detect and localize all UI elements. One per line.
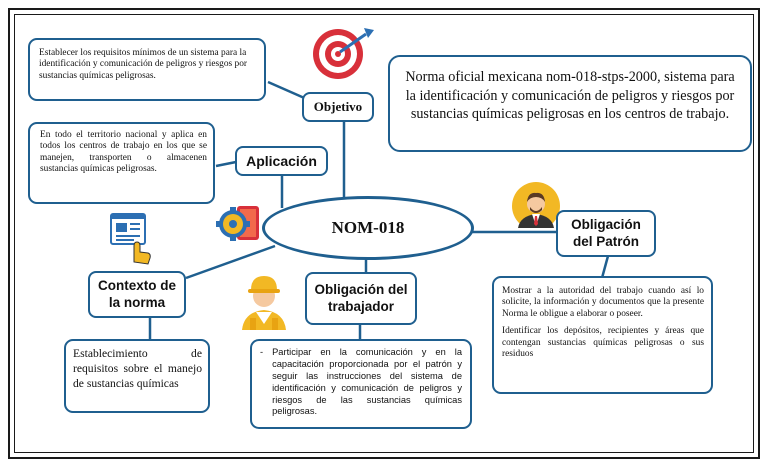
objetivo-label-text: Objetivo xyxy=(313,99,363,115)
line-patron-text xyxy=(602,256,608,278)
contexto-text-box xyxy=(64,339,210,413)
objetivo-text: Establecer los requisitos mínimos de un sistema para la identificación y comunicación de peligros y riesgos por sustancias químicas peligrosas. xyxy=(39,48,248,81)
center-node xyxy=(262,196,474,260)
header-box xyxy=(388,55,752,152)
trabajador-text-box xyxy=(250,339,472,429)
patron-text-2: Identificar los depósitos, recipientes y áreas que contengan sustancias químicas peligrosas o sus residuos xyxy=(502,326,704,360)
aplicacion-text-box xyxy=(28,122,215,204)
contexto-text: Establecimiento de requisitos sobre el manejo de sustancias químicas xyxy=(73,347,202,390)
patron-text-box xyxy=(492,276,713,394)
contexto-label-text: Contexto de la norma xyxy=(97,278,176,310)
aplicacion-label xyxy=(235,146,328,176)
patron-label-text: Obligación del Patrón xyxy=(571,217,641,249)
document-hand-icon xyxy=(108,210,154,266)
patron-label xyxy=(556,210,656,257)
header-text: Norma oficial mexicana nom-018-stps-2000, sistema para la identificación y comunicación de peligros y riesgos por sustancias químicas peligrosas en los centros de trabajo. xyxy=(405,69,735,123)
bullet-dash: - xyxy=(260,347,264,357)
patron-text-1: Mostrar a la autoridad del trabajo cuando así lo solicite, la información y documentos que la presente Norma le obligue a elaborar o poseer. xyxy=(502,286,704,319)
objetivo-label xyxy=(302,92,374,122)
center-title: NOM-018 xyxy=(331,218,405,237)
line-aplicacion-text xyxy=(216,162,236,166)
trabajador-label-text: Obligación del trabajador xyxy=(314,282,408,314)
gear-blueprint-icon xyxy=(215,204,263,244)
target-icon xyxy=(310,24,376,82)
aplicacion-label-text: Aplicación xyxy=(246,152,317,169)
trabajador-text: Participar en la comunicación y en la capacitación proporcionada por el patrón y seguir las instrucciones del sistema de identificación y comunicación de peligros y riesgos de las sustancias químicas peligrosas. xyxy=(272,347,462,417)
aplicacion-text: En todo el territorio nacional y aplica en todos los centros de trabajo en los que se manejen, transporten o almacenen sustancias químicas peligrosas. xyxy=(40,130,207,174)
objetivo-text-box xyxy=(28,38,266,101)
contexto-label xyxy=(88,271,186,318)
worker-helmet-icon xyxy=(236,268,292,330)
trabajador-label xyxy=(305,272,417,325)
